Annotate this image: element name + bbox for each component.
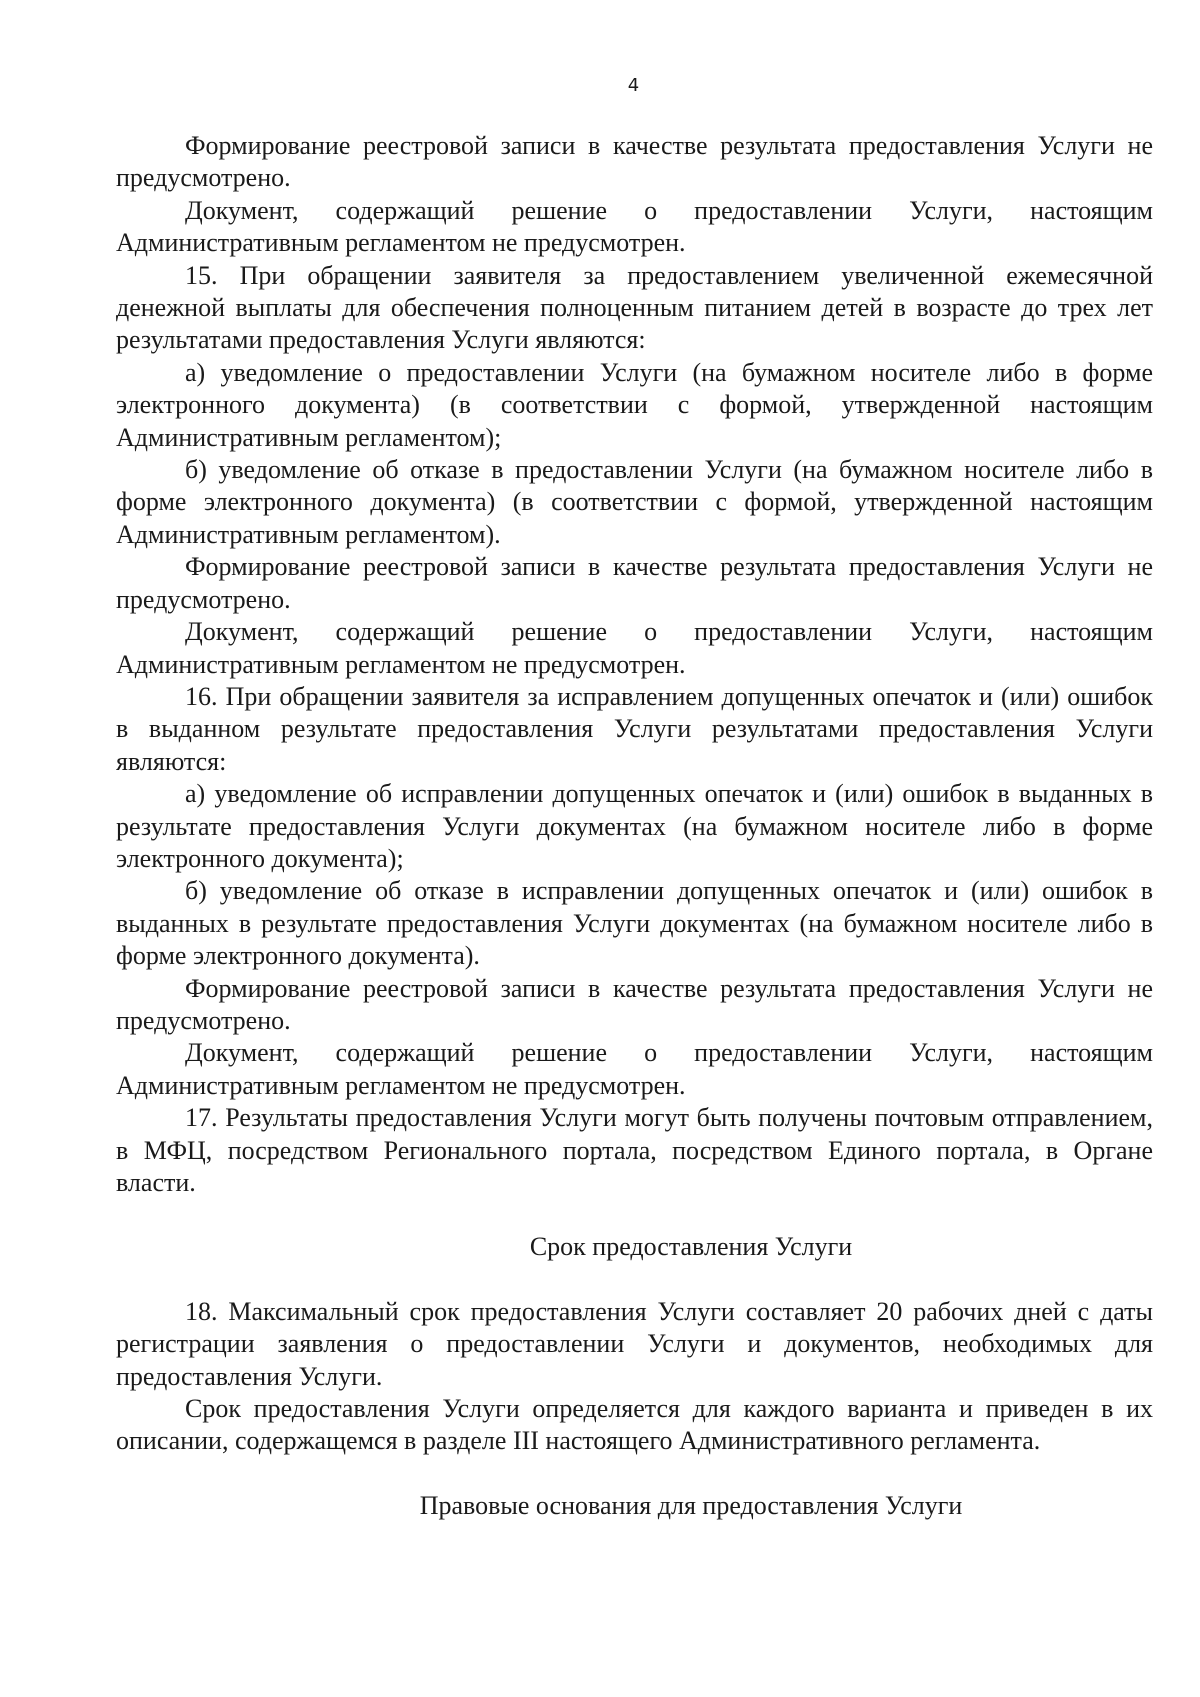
paragraph-item-15-a: а) уведомление о предоставлении Услуги (на бумажном носителе либо в форме электронного документа) (в соответствии с формой, утвержденной настоящим Административным регламентом); [116, 357, 1153, 452]
paragraph-item-18: 18. Максимальный срок предоставления Услуги составляет 20 рабочих дней с даты регистрации заявления о предоставлении Услуги и документов, необходимых для предоставления Услуги. [116, 1296, 1153, 1391]
page-number: 4 [627, 75, 640, 96]
paragraph-item-15-b: б) уведомление об отказе в предоставлении Услуги (на бумажном носителе либо в форме электронного документа) (в соответствии с формой, утвержденной настоящим Административным регламентом). [116, 455, 1153, 549]
paragraph-srok-variant: Срок предоставления Услуги определяется для каждого варианта и приведен в их описании, содержащемся в разделе III настоящего Административного регламента. [116, 1394, 1153, 1456]
paragraph-item-16-b: б) уведомление об отказе в исправлении допущенных опечаток и (или) ошибок в выданных в результате предоставления Услуги документах (на бумажном носителе либо в форме электронного документа). [116, 876, 1153, 971]
paragraph-decision-document-3: Документ, содержащий решение о предоставлении Услуги, настоящим Административным регламентом не предусмотрен. [116, 1038, 1153, 1100]
paragraph-item-16-a: а) уведомление об исправлении допущенных опечаток и (или) ошибок в выданных в результате предоставления Услуги документах (на бумажном носителе либо в форме электронного документа); [116, 779, 1153, 873]
paragraph-item-17: 17. Результаты предоставления Услуги могут быть получены почтовым отправлением, в МФЦ, посредством Регионального портала, посредством Единого портала, в Органе власти. [116, 1103, 1153, 1197]
paragraph-registry-record-1: Формирование реестровой записи в качестве результата предоставления Услуги не предусмотрено. [116, 131, 1153, 193]
paragraph-item-15: 15. При обращении заявителя за предоставлением увеличенной ежемесячной денежной выплаты для обеспечения полноценным питанием детей в возрасте до трех лет результатами предоставления Услуги являются: [116, 260, 1153, 355]
section-heading-pravo: Правовые основания для предоставления Услуги [419, 1490, 963, 1520]
paragraph-decision-document-2: Документ, содержащий решение о предоставлении Услуги, настоящим Административным регламентом не предусмотрен. [116, 617, 1153, 679]
paragraph-registry-record-3: Формирование реестровой записи в качестве результата предоставления Услуги не предусмотрено. [116, 973, 1153, 1035]
paragraph-item-16: 16. При обращении заявителя за исправлением допущенных опечаток и (или) ошибок в выданном результате предоставления Услуги результатами предоставления Услуги являются: [116, 681, 1153, 776]
section-heading-srok: Срок предоставления Услуги [529, 1232, 853, 1262]
document-body [116, 130, 1153, 1522]
paragraph-decision-document-1: Документ, содержащий решение о предоставлении Услуги, настоящим Административным регламентом не предусмотрен. [116, 195, 1153, 258]
paragraph-registry-record-2: Формирование реестровой записи в качестве результата предоставления Услуги не предусмотрено. [116, 552, 1153, 614]
